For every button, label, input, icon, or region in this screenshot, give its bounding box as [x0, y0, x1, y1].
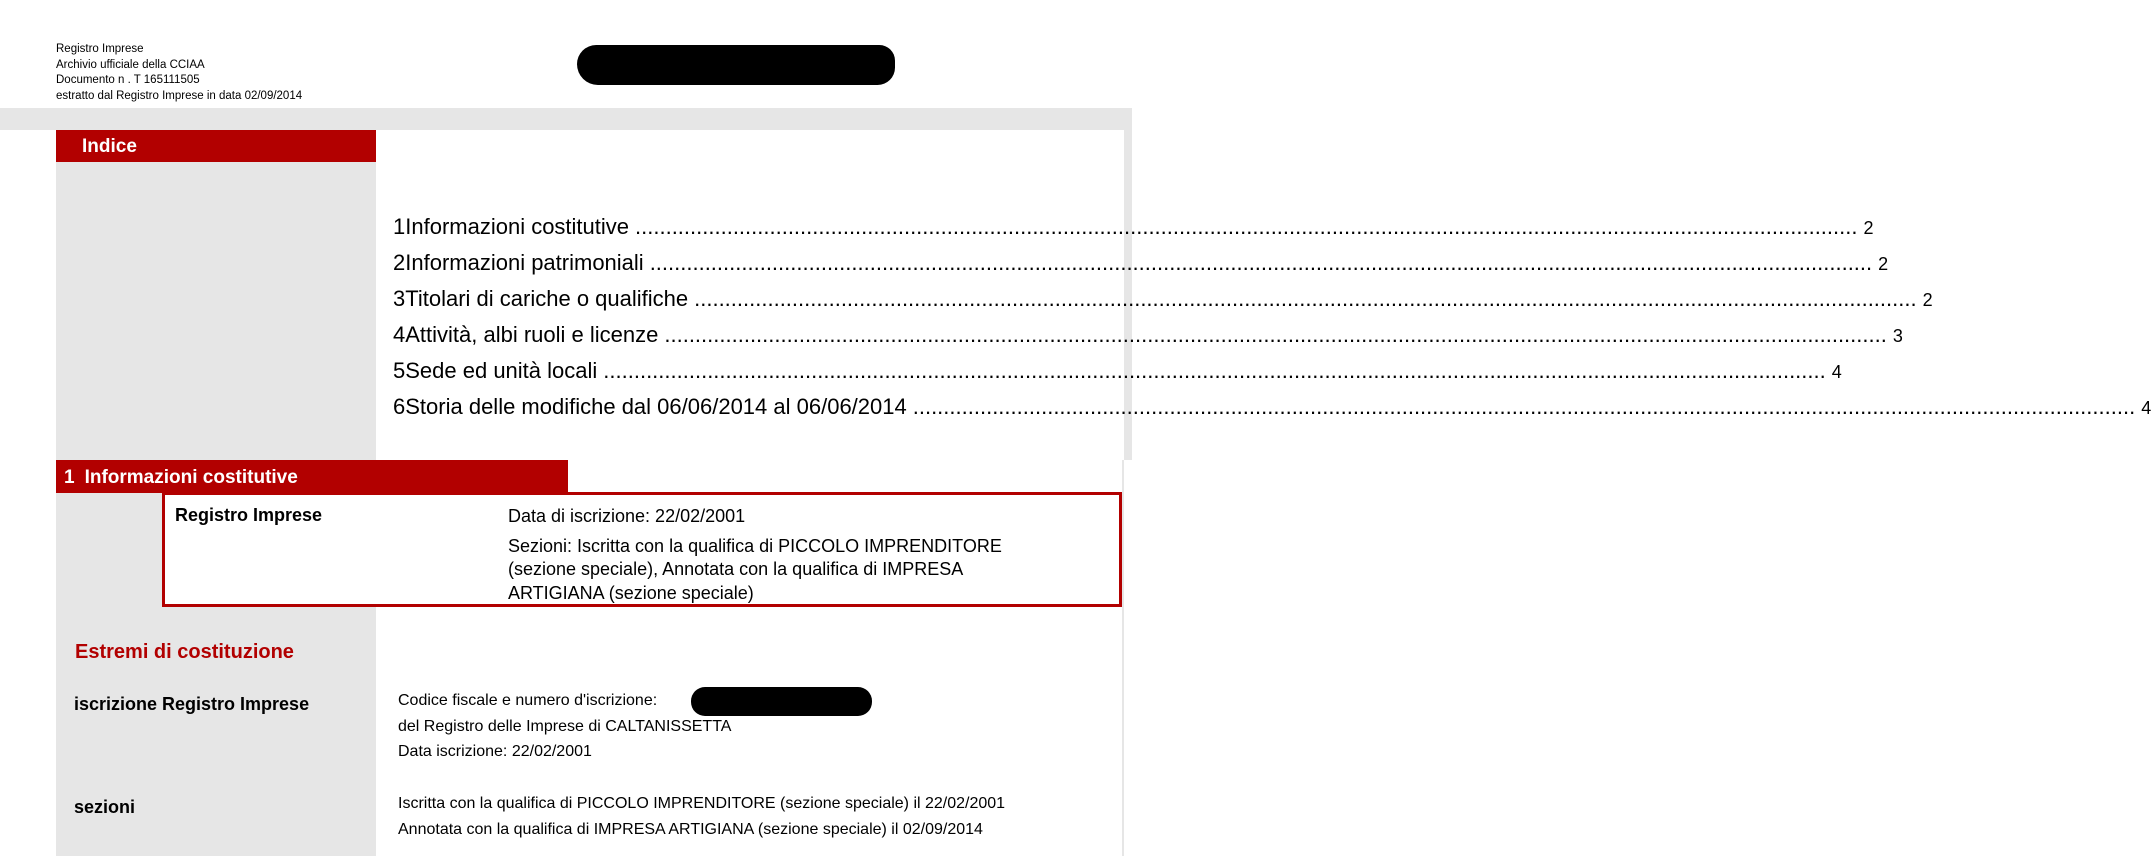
sezioni-line: Iscritta con la qualifica di PICCOLO IMPRENDITORE (sezione speciale) il 22/02/2001: [398, 795, 1006, 812]
table-of-contents: [393, 214, 2151, 430]
header-line: Registro Imprese: [56, 43, 144, 55]
toc-dot-leader: ........................................................................................................................................................................................................: [635, 214, 1858, 239]
iscrizione-line: Codice fiscale e numero d'iscrizione:: [398, 692, 658, 709]
iscrizione-line: del Registro delle Imprese di CALTANISSETTA: [398, 717, 732, 735]
toc-dot-leader: ........................................................................................................................................................................................................: [694, 286, 1917, 311]
toc-dot-leader: ........................................................................................................................................................................................................: [912, 394, 2136, 419]
redacted-company-name: [577, 45, 895, 85]
section-header-informazioni-costitutive: [56, 460, 568, 493]
toc-entry-title: Sede ed unità locali: [405, 358, 598, 383]
toc-entry-page: 3: [1892, 326, 1903, 346]
toc-entry-page: 4: [2141, 398, 2151, 418]
toc-entry-title: Informazioni patrimoniali: [405, 250, 644, 275]
data-iscrizione-text: Data di iscrizione: 22/02/2001: [508, 506, 746, 526]
sezioni-text-line: ARTIGIANA (sezione speciale): [508, 582, 754, 603]
toc-entry-title: Attività, albi ruoli e licenze: [405, 322, 659, 347]
index-section-header: [56, 130, 376, 162]
toc-entry[interactable]: [393, 214, 1874, 250]
toc-dot-leader: ........................................................................................................................................................................................................: [603, 358, 1826, 383]
header-line: Documento n . T 165111505: [56, 74, 200, 86]
sezioni-details: [398, 791, 1005, 842]
header-line: Archivio ufficiale della CCIAA: [56, 58, 205, 71]
index-title: Indice: [82, 136, 137, 157]
document-header-info: [56, 42, 302, 104]
toc-entry[interactable]: [393, 250, 1889, 286]
gray-divider-bar: [0, 108, 1132, 130]
section-number: 1: [64, 467, 75, 488]
toc-entry-page: 2: [1878, 254, 1889, 274]
iscrizione-label: iscrizione Registro Imprese: [74, 694, 310, 714]
redacted-fiscal-code: [691, 687, 872, 716]
toc-entry-title: Informazioni costitutive: [405, 214, 630, 239]
toc-dot-leader: ........................................................................................................................................................................................................: [664, 322, 1887, 347]
section-title: Informazioni costitutive: [84, 467, 298, 488]
iscrizione-line: Data iscrizione: 22/02/2001: [398, 743, 592, 760]
toc-entry-number: 2: [393, 250, 406, 275]
toc-entry-page: 4: [1831, 362, 1842, 382]
toc-entry[interactable]: [393, 394, 2151, 430]
toc-entry[interactable]: [393, 358, 1842, 394]
toc-entry[interactable]: [393, 286, 1933, 322]
toc-entry[interactable]: [393, 322, 1903, 358]
estremi-subheading: Estremi di costituzione: [75, 641, 294, 663]
sezioni-text-line: (sezione speciale), Annotata con la qualifica di IMPRESA: [508, 559, 964, 579]
toc-dot-leader: ........................................................................................................................................................................................................: [649, 250, 1873, 275]
right-gray-edge: [1122, 460, 1124, 856]
toc-entry-number: 5: [393, 358, 406, 383]
toc-entry-number: 3: [393, 286, 406, 311]
sezioni-text-line: Sezioni: Iscritta con la qualifica di PICCOLO IMPRENDITORE: [508, 535, 1002, 556]
toc-entry-number: 1: [393, 214, 406, 239]
toc-entry-number: 6: [393, 394, 406, 419]
toc-entry-title: Titolari di cariche o qualifiche: [405, 286, 689, 311]
registro-imprese-box: [162, 492, 1122, 607]
sezioni-line: Annotata con la qualifica di IMPRESA ARTIGIANA (sezione speciale) il 02/09/2014: [398, 820, 983, 838]
iscrizione-details: [398, 688, 731, 765]
toc-entry-page: 2: [1863, 218, 1874, 238]
registro-imprese-detail: [508, 505, 1088, 605]
registro-imprese-label: Registro Imprese: [175, 505, 323, 525]
sezioni-label: sezioni: [74, 797, 136, 817]
toc-entry-number: 4: [393, 322, 406, 347]
toc-entry-page: 2: [1922, 290, 1933, 310]
header-line: estratto dal Registro Imprese in data 02/09/2014: [56, 89, 303, 102]
toc-entry-title: Storia delle modifiche dal 06/06/2014 al 06/06/2014: [405, 394, 907, 419]
